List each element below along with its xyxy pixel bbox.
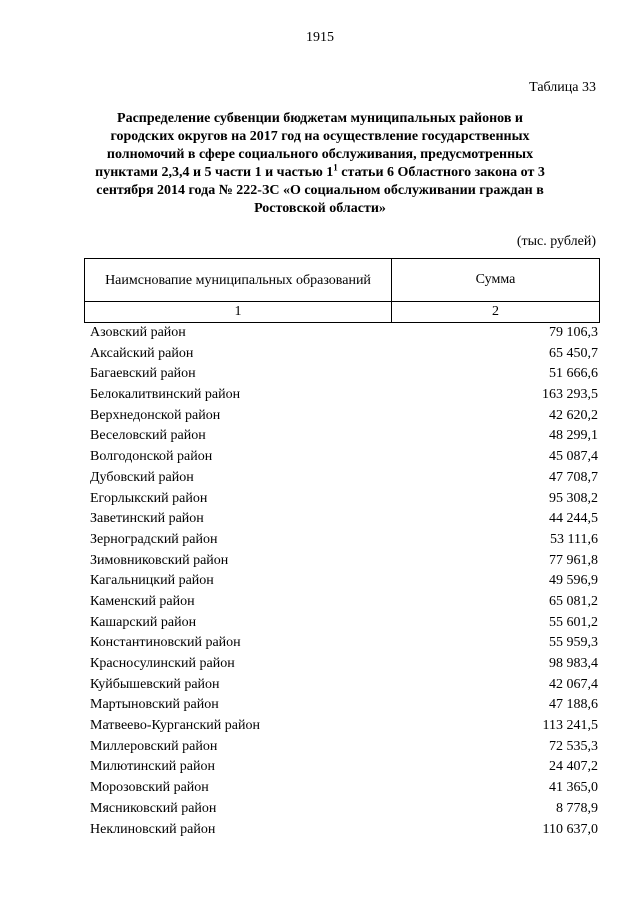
municipality-name: Константиновский район xyxy=(90,635,241,651)
amount-value: 49 596,9 xyxy=(549,573,598,589)
municipality-name: Зерноградский район xyxy=(90,531,218,547)
amount-value: 44 244,5 xyxy=(549,511,598,527)
municipality-name: Зимовниковский район xyxy=(90,552,229,568)
table-row xyxy=(84,344,598,365)
amount-value: 53 111,6 xyxy=(550,531,598,547)
municipality-name: Егорлыкский район xyxy=(90,490,208,506)
title-text-part-2: статьи 6 Областного закона от 3 сентября 2014 года № 222-ЗС «О социальном обслуживании граждан в Ростовской области» xyxy=(96,165,545,216)
header-municipality: Наимсновапие муниципальных образований xyxy=(85,259,392,302)
municipality-name: Каменский район xyxy=(90,593,195,609)
table-row xyxy=(84,468,598,489)
municipality-name: Мартыновский район xyxy=(90,697,219,713)
amount-value: 55 959,3 xyxy=(549,635,598,651)
amount-value: 110 637,0 xyxy=(542,821,598,837)
municipality-name: Красносулинский район xyxy=(90,656,235,671)
amount-value: 51 666,6 xyxy=(549,366,598,382)
table-row xyxy=(84,675,598,696)
municipality-name: Кашарский район xyxy=(90,614,197,630)
table-row xyxy=(84,778,598,799)
municipality-name: Заветинский район xyxy=(90,511,204,527)
table-row xyxy=(84,716,598,737)
municipality-name: Аксайский район xyxy=(90,345,194,361)
table-row xyxy=(84,447,598,468)
table-row xyxy=(84,799,598,820)
amount-value: 95 308,2 xyxy=(549,490,598,506)
amount-value: 65 081,2 xyxy=(549,593,598,609)
amount-value: 48 299,1 xyxy=(549,428,598,444)
municipality-name: Милютинский район xyxy=(90,759,216,775)
amount-value: 41 365,0 xyxy=(549,780,598,796)
municipality-name: Кагальницкий район xyxy=(90,573,214,589)
amount-value: 98 983,4 xyxy=(549,656,598,671)
table-row xyxy=(84,364,598,385)
table-row xyxy=(84,426,598,447)
amount-value: 47 188,6 xyxy=(549,697,598,713)
table-body xyxy=(84,323,598,840)
column-number-1: 1 xyxy=(85,302,392,323)
amount-value: 55 601,2 xyxy=(549,614,598,630)
table-row xyxy=(84,633,598,654)
amount-value: 47 708,7 xyxy=(549,469,598,485)
municipality-name: Азовский район xyxy=(90,325,186,340)
header-sum: Сумма xyxy=(392,259,600,302)
municipality-name: Матвеево-Курганский район xyxy=(90,718,260,734)
table-label: Таблица 33 xyxy=(529,80,596,95)
table-row xyxy=(84,571,598,592)
column-number-2: 2 xyxy=(392,302,600,323)
table-row xyxy=(84,509,598,530)
document-title xyxy=(90,110,550,218)
table-row xyxy=(84,530,598,551)
title-text-part-1: Распределение субвенции бюджетам муниципальных районов и городских округов на 2017 год на осуществление государственных полномочий в сфере социального обслуживания, предусмотренных пунктами 2,3,4 и 5 части 1 и частью 1 xyxy=(95,111,534,180)
amount-value: 45 087,4 xyxy=(549,449,598,465)
table-row xyxy=(84,613,598,634)
municipality-name: Белокалитвинский район xyxy=(90,387,241,403)
municipality-name: Дубовский район xyxy=(90,469,194,485)
table-row xyxy=(84,820,598,841)
amount-value: 77 961,8 xyxy=(549,552,598,568)
municipality-name: Куйбышевский район xyxy=(90,676,220,692)
amount-value: 72 535,3 xyxy=(549,738,598,754)
municipality-name: Морозовский район xyxy=(90,780,209,796)
units-label: (тыс. рублей) xyxy=(516,234,596,249)
amount-value: 8 778,9 xyxy=(556,800,598,816)
table-row xyxy=(84,737,598,758)
municipality-name: Багаевский район xyxy=(90,366,196,382)
title-superscript: 1 xyxy=(333,162,338,173)
municipality-name: Мясниковский район xyxy=(90,800,217,816)
page-number: 1915 xyxy=(306,30,334,45)
municipality-name: Миллеровский район xyxy=(90,738,218,754)
table-row xyxy=(84,489,598,510)
amount-value: 42 620,2 xyxy=(549,407,598,423)
amount-value: 79 106,3 xyxy=(549,325,598,340)
table-row xyxy=(84,551,598,572)
municipality-name: Верхнедонской район xyxy=(90,407,221,423)
municipality-name: Веселовский район xyxy=(90,428,206,444)
table-row xyxy=(84,695,598,716)
table-row xyxy=(84,757,598,778)
table-row xyxy=(84,592,598,613)
table-row xyxy=(84,323,598,344)
table-row xyxy=(84,385,598,406)
amount-value: 65 450,7 xyxy=(549,345,598,361)
table-row xyxy=(84,406,598,427)
amount-value: 24 407,2 xyxy=(549,759,598,775)
amount-value: 113 241,5 xyxy=(542,718,598,734)
amount-value: 42 067,4 xyxy=(549,676,598,692)
table-row xyxy=(84,654,598,675)
municipality-name: Неклиновский район xyxy=(90,821,216,837)
municipality-name: Волгодонской район xyxy=(90,449,213,465)
amount-value: 163 293,5 xyxy=(542,387,598,403)
table-header xyxy=(84,258,600,323)
